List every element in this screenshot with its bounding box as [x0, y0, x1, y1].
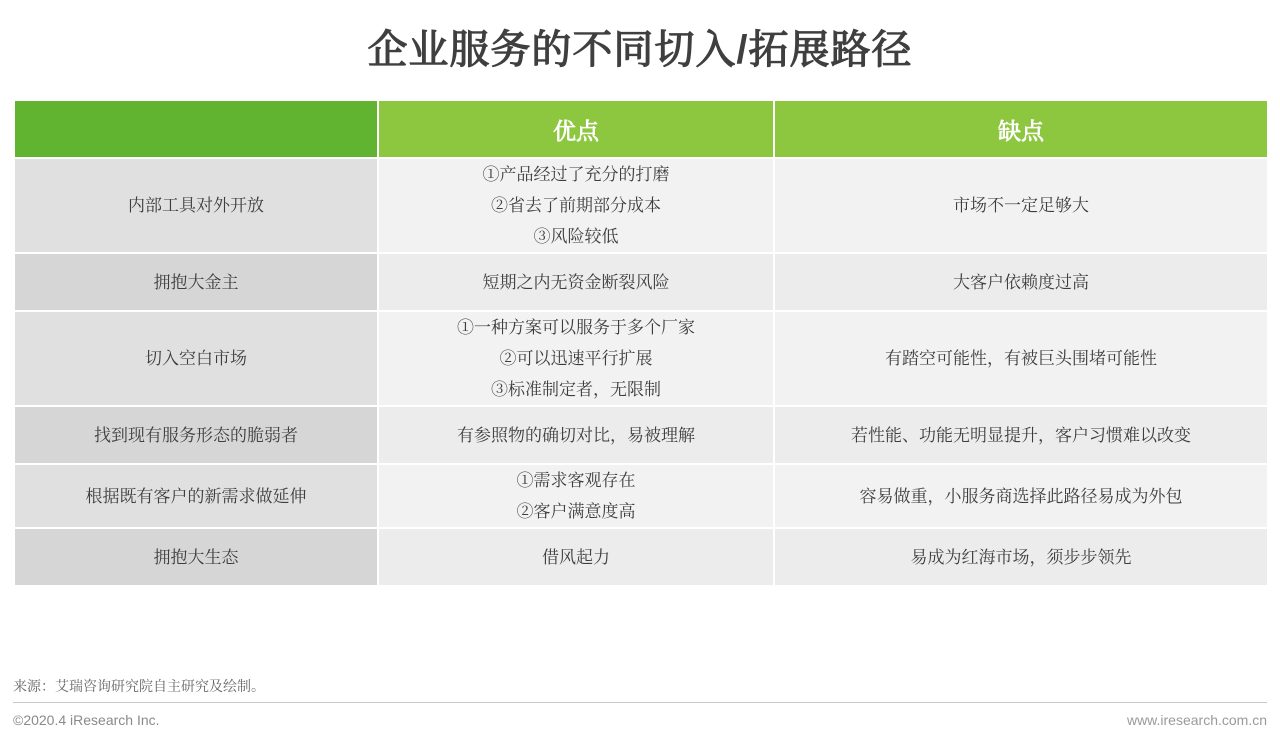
copyright-text: ©2020.4 iResearch Inc.: [13, 712, 160, 728]
table-row: [14, 158, 1268, 253]
table-row: [14, 311, 1268, 406]
pros-line: ③风险较低: [533, 227, 619, 246]
cons-line: 若性能、功能无明显提升，客户习惯难以改变: [851, 425, 1191, 445]
row-cons: [774, 464, 1268, 528]
cons-line: 易成为红海市场，须步步领先: [910, 547, 1132, 567]
cons-line: 市场不一定足够大: [953, 196, 1089, 215]
header-cell-cons: 缺点: [774, 100, 1268, 158]
table-row: [14, 528, 1268, 586]
cons-line: 大客户依赖度过高: [953, 272, 1089, 292]
header-row: [14, 100, 1268, 158]
row-cons: [774, 253, 1268, 311]
row-pros: [378, 464, 774, 528]
row-pros: [378, 528, 774, 586]
pros-line: ①一种方案可以服务于多个厂家: [457, 318, 695, 337]
row-pros: [378, 406, 774, 464]
pros-line: ②可以迅速平行扩展: [499, 349, 653, 368]
page-title: 企业服务的不同切入/拓展路径: [367, 28, 913, 72]
table-container: [0, 99, 1280, 587]
row-cons: [774, 158, 1268, 253]
row-category: 找到现有服务形态的脆弱者: [14, 406, 378, 464]
comparison-table: [13, 99, 1269, 587]
table-row: [14, 253, 1268, 311]
table-header: [14, 100, 1268, 158]
pros-line: ①需求客观存在: [516, 471, 636, 490]
table-body: [14, 158, 1268, 586]
row-cons: [774, 311, 1268, 406]
source-note: 来源：艾瑞咨询研究院自主研究及绘制。: [13, 678, 265, 694]
pros-line: ②客户满意度高: [516, 502, 636, 521]
pros-line: 短期之内无资金断裂风险: [482, 272, 670, 292]
cons-line: 有踏空可能性，有被巨头围堵可能性: [885, 349, 1157, 368]
row-category: 拥抱大金主: [14, 253, 378, 311]
footer-divider: [13, 702, 1267, 703]
pros-line: ③标准制定者，无限制: [491, 380, 661, 399]
row-pros: [378, 158, 774, 253]
pros-line: 有参照物的确切对比，易被理解: [457, 425, 695, 445]
row-category: 切入空白市场: [14, 311, 378, 406]
pros-line: ②省去了前期部分成本: [491, 196, 661, 215]
header-cell-pros: 优点: [378, 100, 774, 158]
pros-line: 借风起力: [542, 547, 610, 567]
row-category: 拥抱大生态: [14, 528, 378, 586]
cons-line: 容易做重，小服务商选择此路径易成为外包: [859, 486, 1183, 506]
row-pros: [378, 253, 774, 311]
row-category: 内部工具对外开放: [14, 158, 378, 253]
row-cons: [774, 406, 1268, 464]
pros-line: ①产品经过了充分的打磨: [482, 165, 670, 184]
footer: [13, 712, 1267, 728]
website-url: www.iresearch.com.cn: [1126, 712, 1267, 728]
row-cons: [774, 528, 1268, 586]
row-category: 根据既有客户的新需求做延伸: [14, 464, 378, 528]
table-row: [14, 464, 1268, 528]
table-row: [14, 406, 1268, 464]
row-pros: [378, 311, 774, 406]
header-cell-category: [14, 100, 378, 158]
